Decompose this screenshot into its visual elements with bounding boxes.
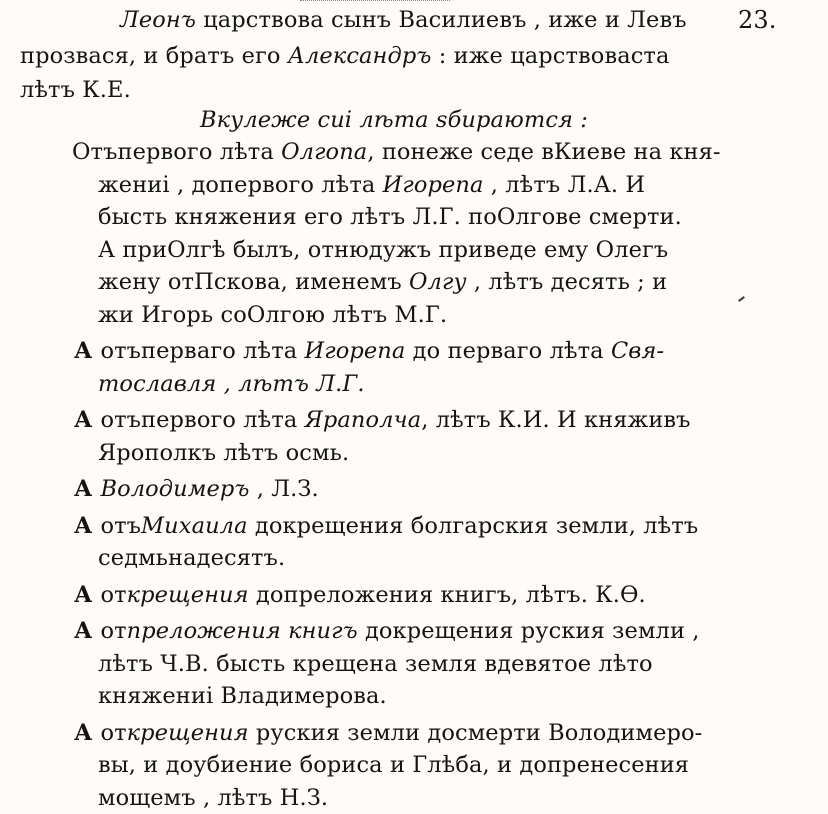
entry-text: , лѣтъ Л.А. И — [483, 172, 646, 198]
entry-name-italic: Михаила — [141, 513, 248, 539]
entry-text: мощемъ , лѣтъ Н.З. — [98, 785, 329, 811]
intro-text-2a: прозвася, и братъ его — [20, 43, 288, 69]
entry-name-italic: Свя- — [610, 338, 665, 364]
entry-text: отъпервого лѣта — [100, 407, 305, 433]
entry-marker: А — [74, 476, 93, 502]
entry-text: , понеже седе вКиеве на кня- — [367, 139, 721, 165]
entry-text: Отъпервого лѣта — [72, 139, 282, 165]
entry-0-line-3 — [98, 234, 668, 266]
entry-1-line-0 — [74, 335, 664, 367]
entry-text: Ярополкъ лѣтъ осмь. — [98, 440, 350, 466]
entry-6-line-1 — [98, 648, 653, 680]
entry-7-line-1 — [98, 749, 689, 781]
intro-name-leon: Леонъ — [120, 7, 196, 33]
entry-name-italic: крещения — [126, 720, 249, 746]
entry-text: докрещения болгарския земли, лѣтъ — [247, 513, 699, 539]
entry-3-line-0 — [74, 473, 319, 505]
entry-text: от — [100, 582, 127, 608]
entry-name-italic: тославля — [98, 371, 217, 397]
entry-text: допреложения книгъ, лѣтъ. К.Ѳ. — [248, 582, 646, 608]
entry-text: жену отПскова, именемъ — [98, 269, 410, 295]
entry-5-line-0 — [74, 579, 646, 611]
entry-7-line-0 — [74, 717, 702, 749]
entry-name-italic: крещения — [126, 582, 249, 608]
entry-text: отъ — [100, 513, 142, 539]
entry-name-italic: Олгопа — [281, 139, 368, 165]
entry-2-line-0 — [74, 404, 691, 436]
entry-0-line-0 — [72, 136, 721, 168]
entry-text: жи Игорь соОлгою лѣтъ М.Г. — [98, 302, 448, 328]
entry-text: лѣтъ Ч.В. бысть крещена земля вдевятое лѣто — [98, 651, 653, 677]
top-divider — [300, 0, 450, 3]
entry-name-italic: , лѣтъ Л.Г. — [216, 371, 365, 397]
entry-0-line-2 — [98, 201, 682, 233]
entry-name-italic: преложения книгъ — [126, 618, 358, 644]
entry-marker: А — [74, 513, 93, 539]
entry-text: жениі , допервого лѣта — [98, 172, 383, 198]
entry-text: от — [100, 720, 127, 746]
section-heading: Вкулеже сиі лѣта sбираются : — [200, 107, 588, 133]
entry-4-line-0 — [74, 510, 698, 542]
entry-text: от — [100, 618, 127, 644]
intro-line-1 — [120, 4, 687, 36]
intro-name-alexander: Александръ — [287, 43, 432, 69]
entry-1-line-1 — [98, 368, 365, 400]
entry-name-italic: Володимеръ — [100, 476, 250, 502]
entry-name-italic: Яраполча — [304, 407, 422, 433]
entry-marker: А — [74, 582, 93, 608]
entry-0-line-5 — [98, 299, 447, 331]
entry-name-italic: Игорепа — [304, 338, 406, 364]
entry-text: руския земли досмерти Володимеро- — [248, 720, 703, 746]
entry-marker: А — [74, 407, 93, 433]
entry-text: седмьнадесятъ. — [98, 545, 286, 571]
page-number: 23. — [738, 6, 777, 34]
entry-4-line-1 — [98, 542, 285, 574]
entry-name-italic: Олгу — [409, 269, 467, 295]
entry-text: , Л.З. — [249, 476, 319, 502]
intro-line-2 — [20, 40, 670, 72]
entry-text: , лѣтъ К.И. И княживъ — [421, 407, 691, 433]
stray-mark — [738, 296, 745, 302]
entry-0-line-4 — [98, 266, 667, 298]
entry-text: А приОлгѣ былъ, отнюдужъ приведе ему Олегъ — [98, 237, 669, 263]
entry-6-line-0 — [74, 615, 700, 647]
entry-marker: А — [74, 720, 93, 746]
entry-2-line-1 — [98, 437, 349, 469]
intro-line-3: лѣтъ К.Е. — [20, 77, 131, 103]
entry-7-line-2 — [98, 782, 328, 814]
entry-text: княжениі Владимерова. — [98, 683, 387, 709]
entry-text: докрещения руския земли , — [357, 618, 700, 644]
entry-marker: А — [74, 338, 93, 364]
intro-text-1: царствова сынъ Василиевъ , иже и Левъ — [195, 7, 687, 33]
entry-text: до перваго лѣта — [405, 338, 611, 364]
entry-name-italic: Игорепа — [382, 172, 484, 198]
entry-text: отъперваго лѣта — [100, 338, 305, 364]
entry-text: , лѣтъ десять ; и — [466, 269, 668, 295]
entry-0-line-1 — [98, 169, 645, 201]
entry-text: бысть княжения его лѣтъ Л.Г. поОлгове смерти. — [98, 204, 682, 230]
intro-text-2b: : иже царствоваста — [431, 43, 670, 69]
entry-6-line-2 — [98, 680, 387, 712]
entry-text: вы, и доубиение бориса и Глѣба, и допренесения — [98, 752, 690, 778]
entry-marker: А — [74, 618, 93, 644]
